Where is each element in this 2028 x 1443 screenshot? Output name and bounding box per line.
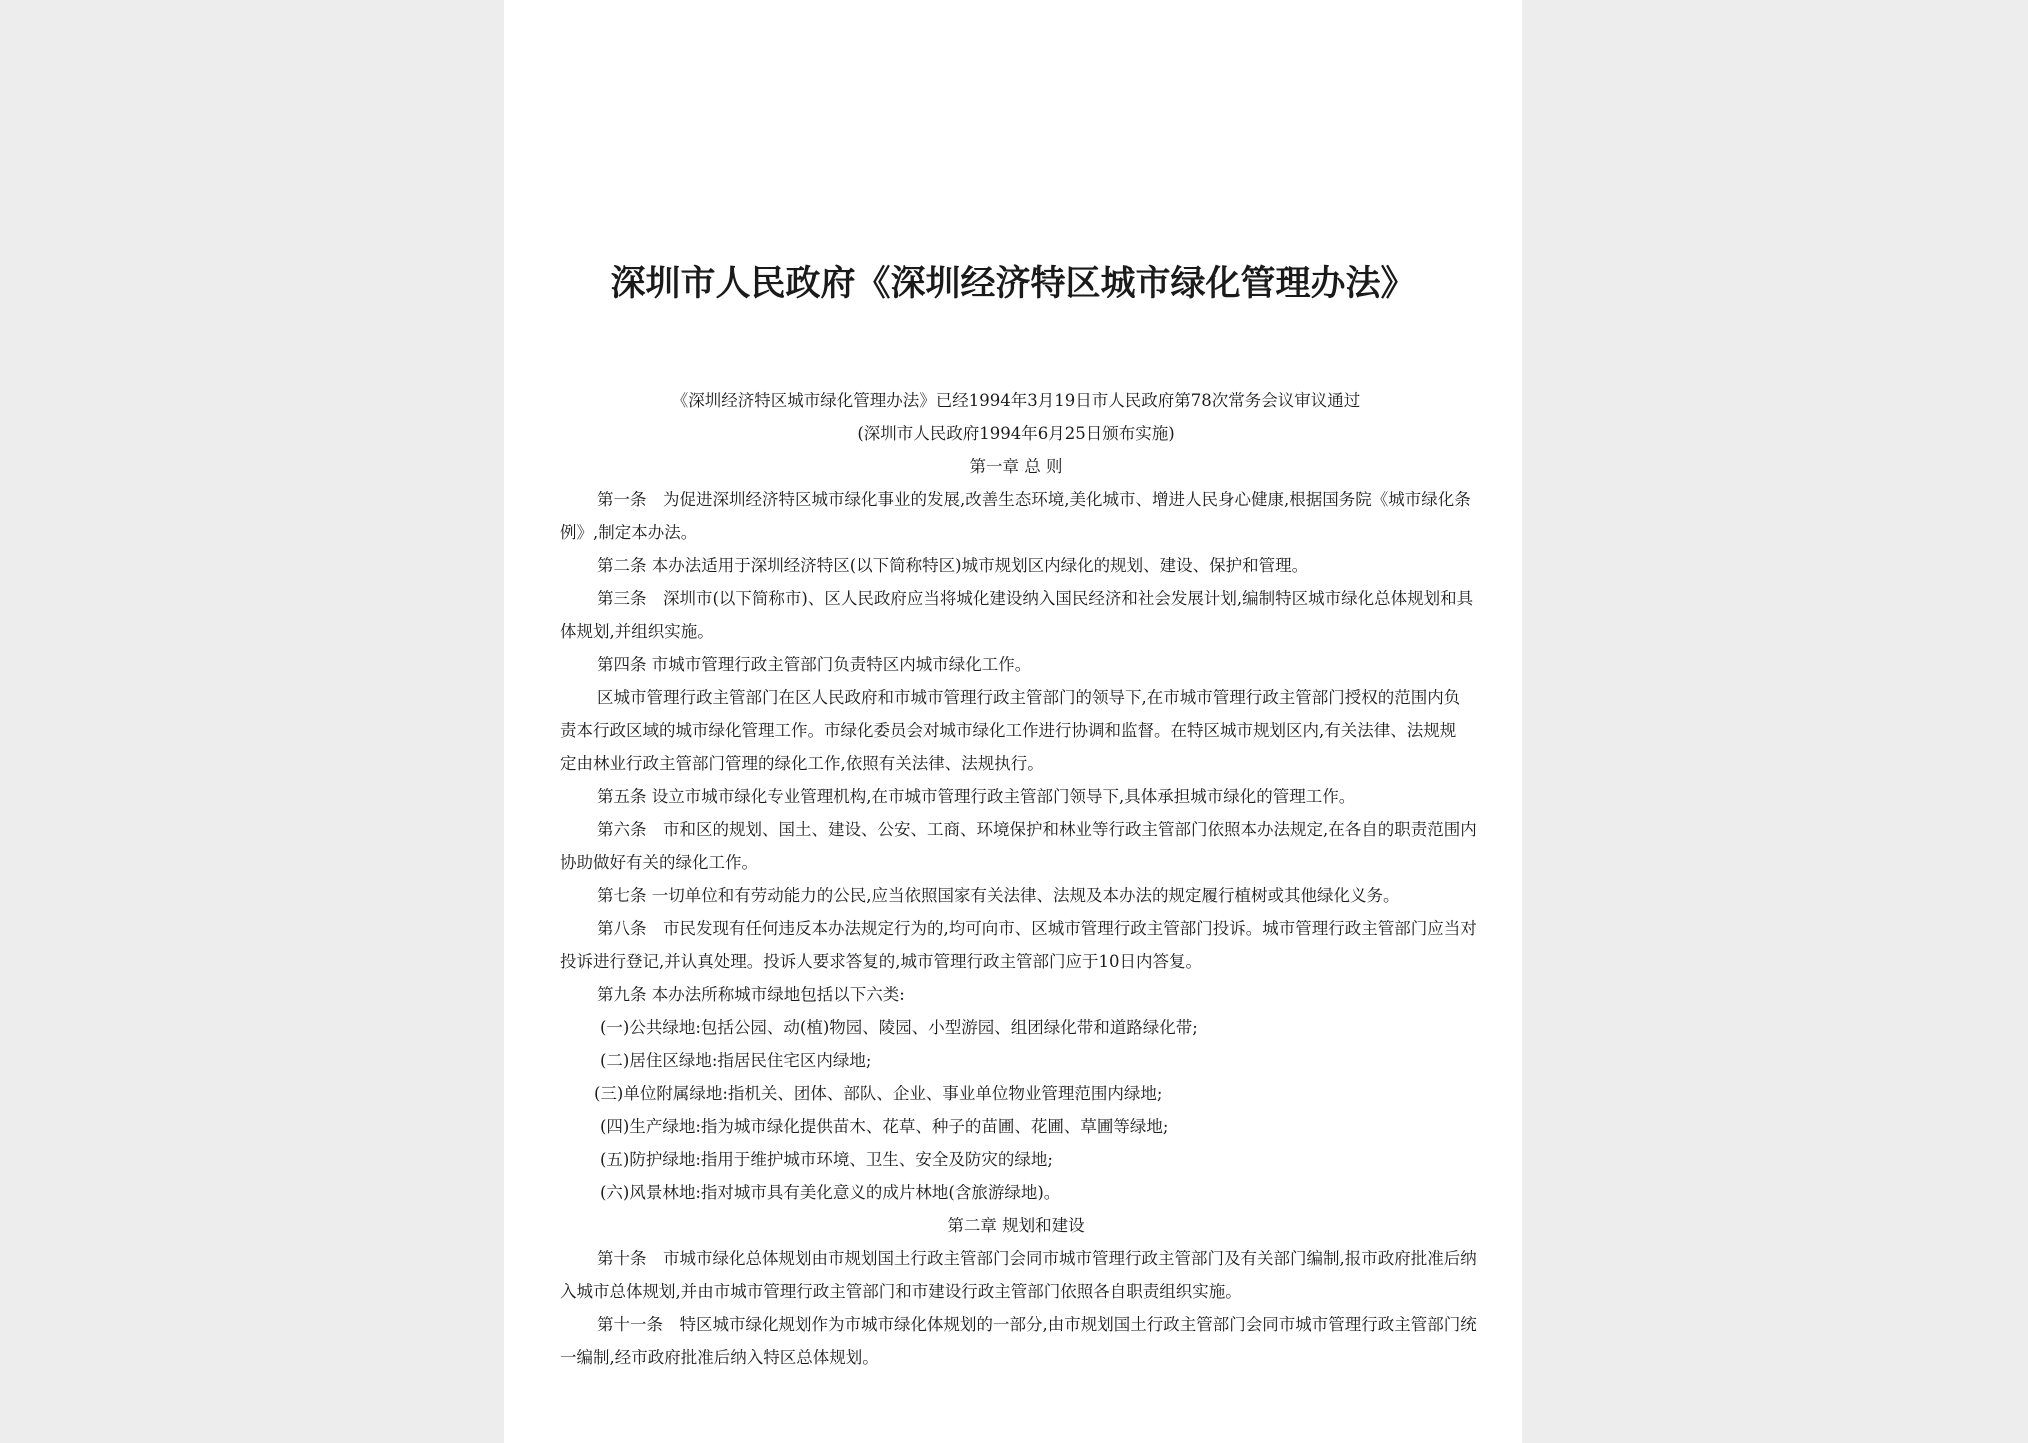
document-line: (六)风景林地:指对城市具有美化意义的成片林地(含旅游绿地)。 — [600, 1183, 1061, 1202]
document-line: 第八条 市民发现有任何违反本办法规定行为的,均可向市、区城市管理行政主管部门投诉。城市管理行政主管部门应当对 — [597, 919, 1477, 938]
document-body — [560, 384, 1477, 1374]
document-line: (四)生产绿地:指为城市绿化提供苗木、花草、种子的苗圃、花圃、草圃等绿地; — [600, 1117, 1169, 1136]
document-line: 第二章 规划和建设 — [947, 1216, 1085, 1235]
document-page — [504, 0, 1522, 1443]
document-line: 第十条 市城市绿化总体规划由市规划国土行政主管部门会同市城市管理行政主管部门及有关部门编制,报市政府批准后纳 — [597, 1249, 1477, 1268]
document-line: 第七条 一切单位和有劳动能力的公民,应当依照国家有关法律、法规及本办法的规定履行植树或其他绿化义务。 — [597, 886, 1400, 905]
document-line: 责本行政区域的城市绿化管理工作。市绿化委员会对城市绿化工作进行协调和监督。在特区城市规划区内,有关法律、法规规 — [560, 721, 1457, 740]
document-line: (二)居住区绿地:指居民住宅区内绿地; — [600, 1051, 872, 1070]
document-line: (一)公共绿地:包括公园、动(植)物园、陵园、小型游园、组团绿化带和道路绿化带; — [600, 1018, 1198, 1037]
document-title: 深圳市人民政府《深圳经济特区城市绿化管理办法》 — [610, 263, 1416, 304]
document-line: 第六条 市和区的规划、国土、建设、公安、工商、环境保护和林业等行政主管部门依照本办法规定,在各自的职责范围内 — [597, 820, 1477, 839]
document-line: 投诉进行登记,并认真处理。投诉人要求答复的,城市管理行政主管部门应于10日内答复。 — [560, 952, 1202, 971]
document-line: 入城市总体规划,并由市城市管理行政主管部门和市建设行政主管部门依照各自职责组织实施。 — [560, 1282, 1242, 1301]
document-line: 《深圳经济特区城市绿化管理办法》已经1994年3月19日市人民政府第78次常务会议审议通过 — [671, 391, 1361, 410]
document-line: 定由林业行政主管部门管理的绿化工作,依照有关法律、法规执行。 — [560, 754, 1044, 773]
document-line: 一编制,经市政府批准后纳入特区总体规划。 — [560, 1348, 879, 1367]
document-line: 第四条 市城市管理行政主管部门负责特区内城市绿化工作。 — [597, 655, 1032, 674]
document-line: 第五条 设立市城市绿化专业管理机构,在市城市管理行政主管部门领导下,具体承担城市绿化的管理工作。 — [597, 787, 1356, 806]
document-line: 第一条 为促进深圳经济特区城市绿化事业的发展,改善生态环境,美化城市、增进人民身心健康,根据国务院《城市绿化条 — [597, 490, 1471, 509]
document-line: (三)单位附属绿地:指机关、团体、部队、企业、事业单位物业管理范围内绿地; — [594, 1084, 1163, 1103]
document-line: 体规划,并组织实施。 — [560, 622, 714, 641]
document-line: (五)防护绿地:指用于维护城市环境、卫生、安全及防灾的绿地; — [600, 1150, 1053, 1169]
document-line: 区城市管理行政主管部门在区人民政府和市城市管理行政主管部门的领导下,在市城市管理行政主管部门授权的范围内负 — [597, 688, 1461, 707]
document-line: 第三条 深圳市(以下简称市)、区人民政府应当将城化建设纳入国民经济和社会发展计划,编制特区城市绿化总体规划和具 — [597, 589, 1474, 608]
document-line: 第一章 总 则 — [969, 457, 1063, 476]
document-line: 协助做好有关的绿化工作。 — [560, 853, 758, 872]
document-line: 第二条 本办法适用于深圳经济特区(以下简称特区)城市规划区内绿化的规划、建设、保护和管理。 — [597, 556, 1309, 575]
document-line: 第十一条 特区城市绿化规划作为市城市绿化体规划的一部分,由市规划国土行政主管部门会同市城市管理行政主管部门统 — [597, 1315, 1477, 1334]
document-line: 例》,制定本办法。 — [560, 523, 698, 542]
document-line: (深圳市人民政府1994年6月25日颁布实施) — [857, 424, 1175, 443]
document-line: 第九条 本办法所称城市绿地包括以下六类: — [597, 985, 905, 1004]
